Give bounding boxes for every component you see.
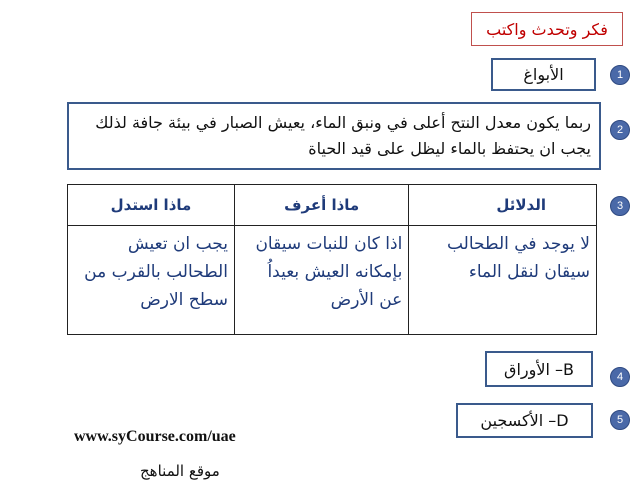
answer-2-box xyxy=(67,102,601,170)
number-badge-2: 2 xyxy=(610,120,630,140)
cell-what-i-infer: يجب ان تعيش الطحالب بالقرب من سطح الارض xyxy=(68,226,235,335)
answer-5-box xyxy=(456,403,593,438)
website-url: www.syCourse.com/uae xyxy=(74,428,236,445)
answer-4-box xyxy=(485,351,593,387)
table-row xyxy=(68,226,597,335)
think-talk-write-title xyxy=(471,12,623,46)
answer-5-text: D– الأكسجين xyxy=(480,411,569,430)
clues-table xyxy=(67,184,597,335)
number-badge-5: 5 xyxy=(610,410,630,430)
number-badge-1: 1 xyxy=(610,65,630,85)
answer-1-box xyxy=(491,58,596,91)
cell-clues: لا يوجد في الطحالب سيقان لنقل الماء xyxy=(409,226,597,335)
site-caption: موقع المناهج xyxy=(140,462,220,480)
think-talk-write-label: فكر وتحدث واكتب xyxy=(486,19,608,39)
header-what-i-infer: ماذا استدل xyxy=(68,185,235,226)
number-badge-4: 4 xyxy=(610,367,630,387)
table-header-row xyxy=(68,185,597,226)
answer-2-text: ربما يكون معدل النتح أعلى في ونبق الماء، يعيش الصبار في بيئة جافة لذلك يجب ان يحتفظ بالماء ليظل على قيد الحياة xyxy=(95,113,591,158)
cell-what-i-know: اذا كان للنبات سيقان بإمكانه العيش بعيداُ عن الأرض xyxy=(234,226,408,335)
header-what-i-know: ماذا أعرف xyxy=(234,185,408,226)
number-badge-3: 3 xyxy=(610,196,630,216)
answer-4-text: B– الأوراق xyxy=(504,359,574,379)
answer-1-text: الأبواغ xyxy=(523,65,564,84)
header-clues: الدلائل xyxy=(409,185,597,226)
